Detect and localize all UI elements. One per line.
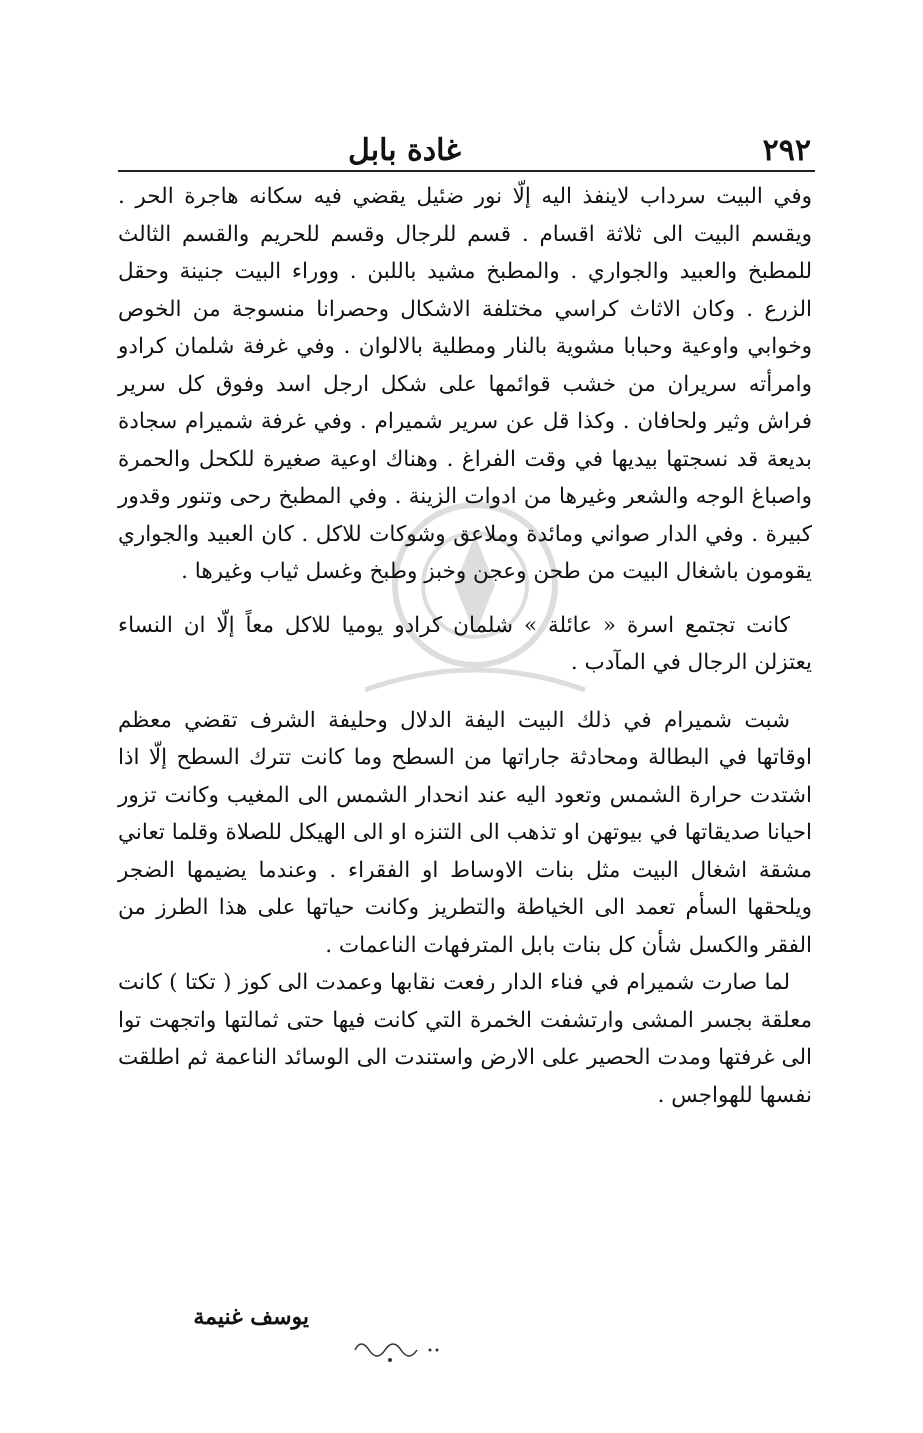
article-body [118, 178, 812, 1114]
paragraph-house: وفي البيت سرداب لاينفذ اليه إلّا نور ضئيل يقضي فيه سكانه هاجرة الحر . ويقسم البيت الى ثلاثة اقسام . قسم للرجال وقسم للحريم والقسم الثالث للمطبخ والعبيد والجواري . والمطبخ مشيد باللبن . ووراء البيت جنينة وحقل الزرع . وكان الاثاث كراسي مختلفة الاشكال وحصرانا منسوجة من الخوص وخوابي واوعية وحبابا مشوية بالنار ومطلية بالالوان . وفي غرفة شلمان كرادو وامرأته سريران من خشب قوائمها على شكل ارجل اسد وفوق كل سرير فراش وثير ولحافان . وكذا قل عن سرير شميرام . وفي غرفة شميرام سجادة بديعة قد نسجتها بيديها في وقت الفراغ . وهناك اوعية صغيرة للكحل والحمرة واصباغ الوجه والشعر وغيرها من ادوات الزينة . وفي المطبخ رحى وتنور وقدور كبيرة . وفي الدار صواني ومائدة وملاعق وشوكات للاكل . كان العبيد والجواري يقومون باشغال البيت من طحن وعجن وخبز وطبخ وغسل ثياب وغيرها . [118, 184, 812, 584]
paragraph-courtyard: لما صارت شميرام في فناء الدار رفعت نقابها وعمدت الى كوز ( تكتا ) كانت معلقة بجسر المشى وارتشفت الخمرة التي كانت فيها حتى ثمالتها واتجهت توا الى غرفتها ومدت الحصير على الارض واستندت الى الوسائد الناعمة ثم اطلقت نفسها للهواجس . [118, 970, 812, 1108]
running-title: غادة بابل [348, 133, 461, 168]
header-rule [118, 170, 815, 172]
paragraph-shamiram-life: شبت شميرام في ذلك البيت اليفة الدلال وحليفة الشرف تقضي معظم اوقاتها في البطالة ومحادثة جاراتها من السطح وما كانت تترك السطح إلّا اذا اشتدت حرارة الشمس وتعود اليه عند انحدار الشمس الى المغيب وكانت تزور احيانا صديقاتها في بيوتهن او تذهب الى التنزه او الى الهيكل للصلاة وقلما تعاني مشقة اشغال البيت مثل بنات الاوساط او الفقراء . وعندما يضيمها الضجر ويلحقها السأم تعمد الى الخياطة والتطريز وكانت حياتها على هذا الطرز من الفقر والكسل شأن كل بنات بابل المترفهات الناعمات . [118, 707, 812, 958]
page-header [118, 118, 811, 168]
author-signature: يوسف غنيمة [193, 1304, 309, 1330]
page-number: ٢٩٢ [762, 133, 811, 168]
ornament-icon [335, 1330, 445, 1370]
paragraph-family-meals: كانت تجتمع اسرة « عائلة » شلمان كرادو يوميا للاكل معاً إلّا ان النساء يعتزلن الرجال في المآدب . [118, 612, 812, 675]
